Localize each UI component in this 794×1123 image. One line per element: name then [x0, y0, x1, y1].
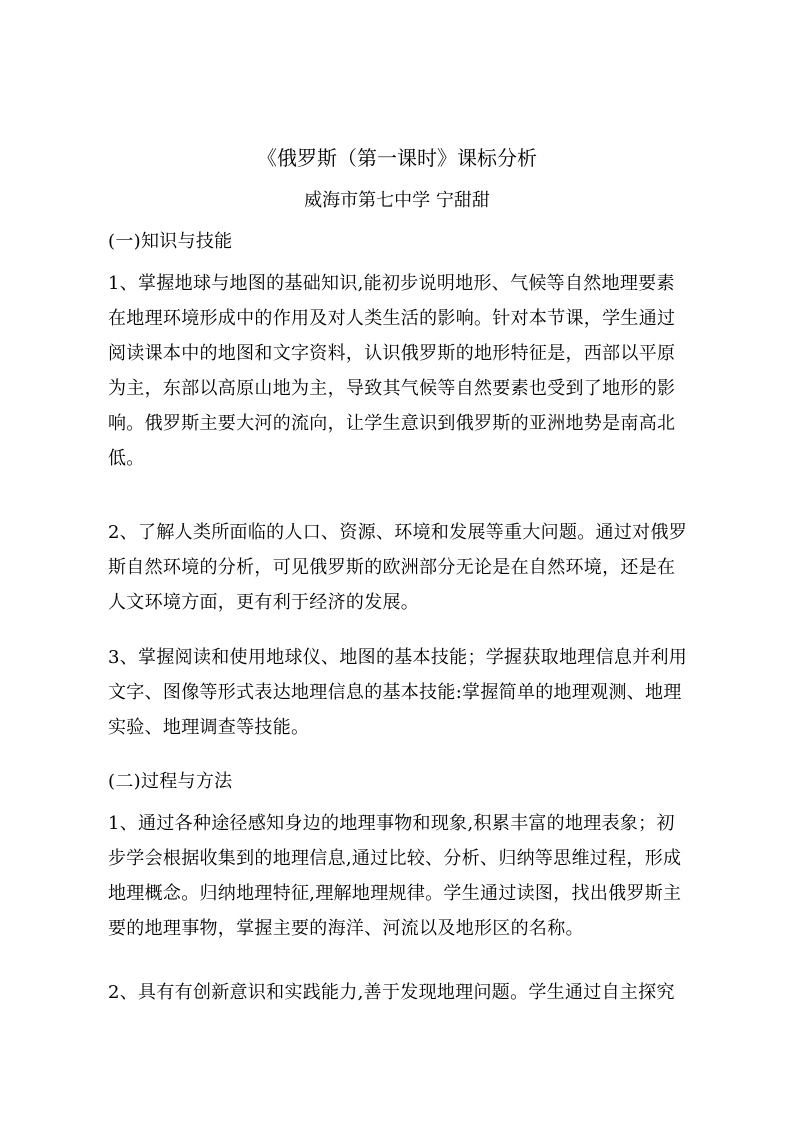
paragraph: 2、了解人类所面临的人口、资源、环境和发展等重大问题。通过对俄罗斯自然环境的分析，可见俄罗斯的欧洲部分无论是在自然环境，还是在人文环境方面，更有利于经济的发展。	[108, 522, 688, 613]
section-heading: (一)知识与技能	[108, 231, 233, 252]
paragraph: 1、掌握地球与地图的基础知识,能初步说明地形、气候等自然地理要素在地理环境形成中的作用及对人类生活的影响。针对本节课，学生通过阅读课本中的地图和文字资料，认识俄罗斯的地形特征是，西部以平原为主，东部以高原山地为主，导致其气候等自然要素也受到了地形的影响。俄罗斯主要大河的流向，让学生意识到俄罗斯的亚洲地势是南高北低。	[108, 273, 676, 469]
section2-paragraph-1	[108, 806, 692, 946]
section1-paragraph-3	[108, 640, 692, 745]
section1-heading	[108, 224, 692, 259]
document-author: 威海市第七中学 宁甜甜	[304, 190, 490, 211]
section-heading: (二)过程与方法	[108, 771, 233, 792]
paragraph: 3、掌握阅读和使用地球仪、地图的基本技能；学握获取地理信息并利用文字、图像等形式表达地理信息的基本技能:掌握简单的地理观测、地理实验、地理调查等技能。	[108, 647, 688, 738]
paragraph: 2、具有有创新意识和实践能力,善于发现地理问题。学生通过自主探究	[108, 982, 675, 1003]
section1-paragraph-2	[108, 515, 692, 620]
paragraph: 1、通过各种途径感知身边的地理事物和现象,积累丰富的地理表象；初步学会根据收集到的地理信息,通过比较、分析、归纳等思维过程，形成地理概念。归纳地理特征,理解地理规律。学生通过读图，找出俄罗斯主要的地理事物，掌握主要的海洋、河流以及地形区的名称。	[108, 813, 682, 939]
section2-paragraph-2	[108, 975, 692, 1010]
document-title: 《俄罗斯（第一课时》课标分析	[257, 146, 537, 170]
section2-heading	[108, 764, 692, 799]
section1-paragraph-1	[108, 266, 692, 476]
